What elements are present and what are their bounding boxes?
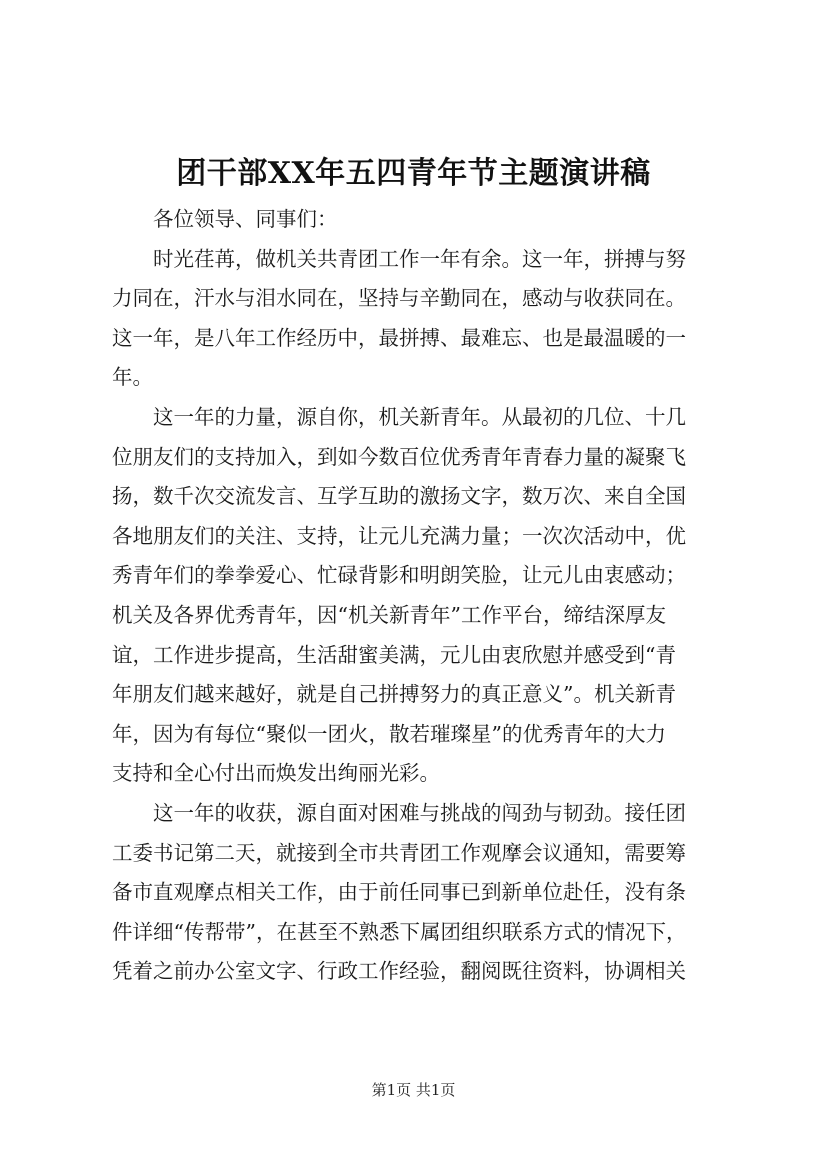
paragraph-line: 件详细“传帮带”，在甚至不熟悉下属团组织联系方式的情况下， bbox=[112, 919, 687, 944]
paragraph-line: 时光荏苒，做机关共青团工作一年有余。这一年，拼搏与努 bbox=[153, 246, 686, 271]
paragraph-line: 这一年的力量，源自你，机关新青年。从最初的几位、十几 bbox=[153, 404, 686, 429]
paragraph-line: 机关及各界优秀青年，因“机关新青年”工作平台，缔结深厚友 bbox=[112, 602, 666, 627]
paragraph-line: 谊，工作进步提高，生活甜蜜美满，元儿由衷欣慰并感受到“青 bbox=[112, 642, 676, 667]
paragraph-line: 工委书记第二天，就接到全市共青团工作观摩会议通知，需要筹 bbox=[112, 840, 686, 865]
paragraph-line: 年朋友们越来越好，就是自己拼搏努力的真正意义”。机关新青 bbox=[112, 682, 676, 707]
paragraph-line: 年。 bbox=[112, 365, 153, 390]
paragraph-line: 扬，数千次交流发言、互学互助的激扬文字，数万次、来自全国 bbox=[112, 484, 686, 509]
document-body bbox=[112, 200, 732, 992]
paragraph-line: 支持和全心付出而焕发出绚丽光彩。 bbox=[112, 761, 440, 786]
paragraph-line: 这一年的收获，源自面对困难与挑战的闯劲与韧劲。接任团 bbox=[153, 800, 686, 825]
paragraph-line: 各地朋友们的关注、支持，让元儿充满力量；一次次活动中，优 bbox=[112, 523, 686, 548]
paragraph-line: 秀青年们的拳拳爱心、忙碌背影和明朗笑脸，让元儿由衷感动； bbox=[112, 563, 686, 588]
page-footer: 第1页 共1页 bbox=[371, 1081, 456, 1099]
paragraph-line: 位朋友们的支持加入，到如今数百位优秀青年青春力量的凝聚飞 bbox=[112, 444, 686, 469]
salutation-line: 各位领导、同事们： bbox=[153, 207, 338, 231]
paragraph-line: 这一年，是八年工作经历中，最拼搏、最难忘、也是最温暖的一 bbox=[112, 325, 686, 350]
document-title: 团干部XX年五四青年节主题演讲稿 bbox=[176, 156, 651, 191]
paragraph-line: 凭着之前办公室文字、行政工作经验，翻阅既往资料，协调相关 bbox=[112, 959, 686, 984]
paragraph-line: 备市直观摩点相关工作，由于前任同事已到新单位赴任，没有条 bbox=[112, 880, 686, 905]
paragraph-line: 年，因为有每位“聚似一团火，散若璀璨星”的优秀青年的大力 bbox=[112, 721, 666, 746]
paragraph-line: 力同在，汗水与泪水同在，坚持与辛勤同在，感动与收获同在。 bbox=[112, 286, 686, 311]
